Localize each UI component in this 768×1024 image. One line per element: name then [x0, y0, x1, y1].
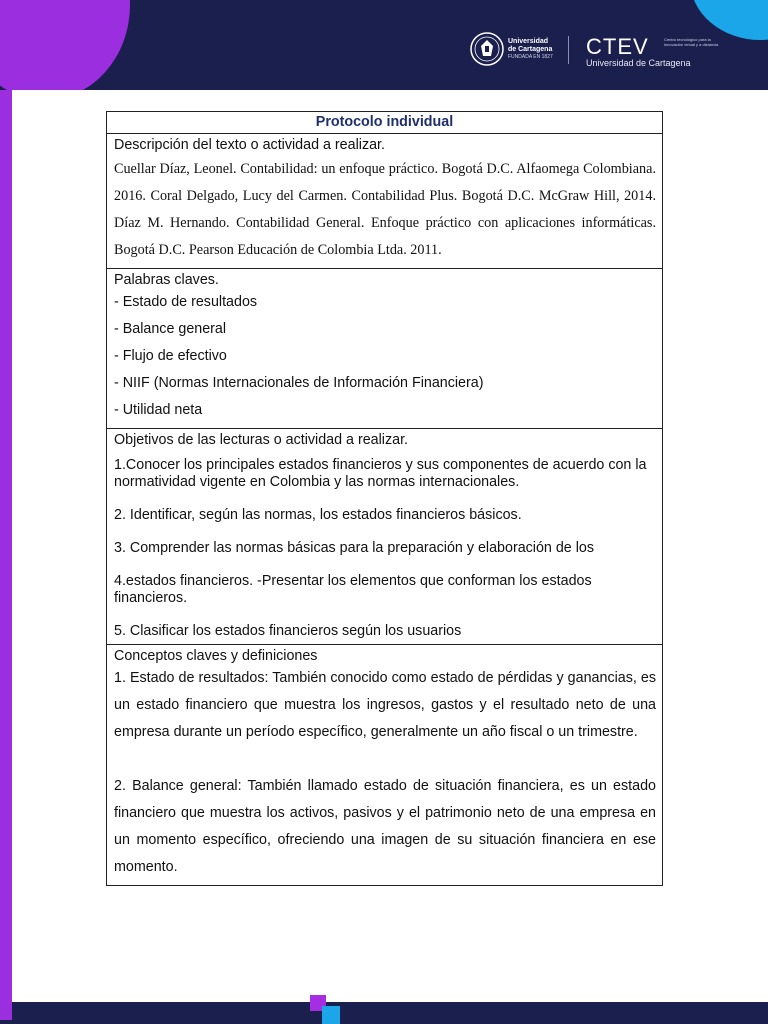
- university-tag: FUNDADA EN 1827: [508, 54, 553, 60]
- objective-item: 4.estados financieros. -Presentar los elementos que conforman los estados financieros.: [114, 573, 592, 606]
- keyword-item: - Flujo de efectivo: [114, 348, 227, 364]
- universidad-de-cartagena-logo: [470, 32, 553, 66]
- concepts-cell: [107, 645, 663, 886]
- ctev-tagline: Centro tecnológico para la innovación virtual y a distancia: [664, 37, 719, 47]
- objectives-cell: [107, 429, 663, 645]
- ctev-subtitle: Universidad de Cartagena: [586, 58, 691, 68]
- university-seal-icon: [470, 32, 504, 66]
- concept-definition: 1. Estado de resultados: También conocido como estado de pérdidas y ganancias, es un estado financiero que muestra los ingresos, gastos y el resultado neto de una empresa durante un período específico, generalmente un año fiscal o un trimestre.: [114, 670, 656, 740]
- ctev-logo: [586, 34, 719, 68]
- concepts-label: Conceptos claves y definiciones: [114, 648, 318, 664]
- table-title: Protocolo individual: [107, 112, 663, 134]
- description-label: Descripción del texto o actividad a realizar.: [114, 137, 385, 153]
- header-banner: [0, 0, 768, 90]
- objective-item: 2. Identificar, según las normas, los estados financieros básicos.: [114, 507, 522, 523]
- keyword-item: - Balance general: [114, 321, 227, 337]
- left-accent-bar: [0, 90, 12, 1020]
- keyword-item: - Estado de resultados: [114, 294, 258, 310]
- keywords-label: Palabras claves.: [114, 272, 219, 288]
- logo-divider: [568, 36, 569, 64]
- ctev-wordmark: CTEV: [586, 34, 649, 59]
- decorative-cyan-square: [322, 1006, 340, 1024]
- concept-definition: 2. Balance general: También llamado estado de situación financiera, es un estado financiero que muestra los activos, pasivos y el patrimonio neto de una empresa en un momento específico, ofreciendo una imagen de su situación financiera en ese momento.: [114, 778, 656, 875]
- description-cell: [107, 134, 663, 269]
- decorative-purple-shape: [0, 0, 130, 90]
- university-name-line2: de Cartagena: [508, 46, 553, 53]
- objective-item: 1.Conocer los principales estados financieros y sus componentes de acuerdo con la normatividad vigente en Colombia y las normas internacionales.: [114, 457, 647, 490]
- keyword-item: - Utilidad neta: [114, 402, 203, 418]
- protocol-table: [106, 111, 663, 886]
- objective-item: 5. Clasificar los estados financieros según los usuarios: [114, 623, 462, 639]
- university-name-line1: Universidad: [508, 38, 549, 45]
- keyword-item: - NIIF (Normas Internacionales de Información Financiera): [114, 375, 484, 391]
- decorative-cyan-shape: [690, 0, 768, 40]
- description-text: Cuellar Díaz, Leonel. Contabilidad: un enfoque práctico. Bogotá D.C. Alfaomega Colombiana. 2016. Coral Delgado, Lucy del Carmen. Contabilidad Plus. Bogotá D.C. McGraw Hill, 2014. Díaz M. Hernando. Contabilidad General. Enfoque práctico con aplicaciones informáticas. Bogotá D.C. Pearson Educación de Colombia Ltda. 2011.: [114, 161, 656, 258]
- keywords-cell: [107, 269, 663, 429]
- objectives-label: Objetivos de las lecturas o actividad a realizar.: [114, 432, 409, 448]
- objective-item: 3. Comprender las normas básicas para la preparación y elaboración de los: [114, 540, 594, 556]
